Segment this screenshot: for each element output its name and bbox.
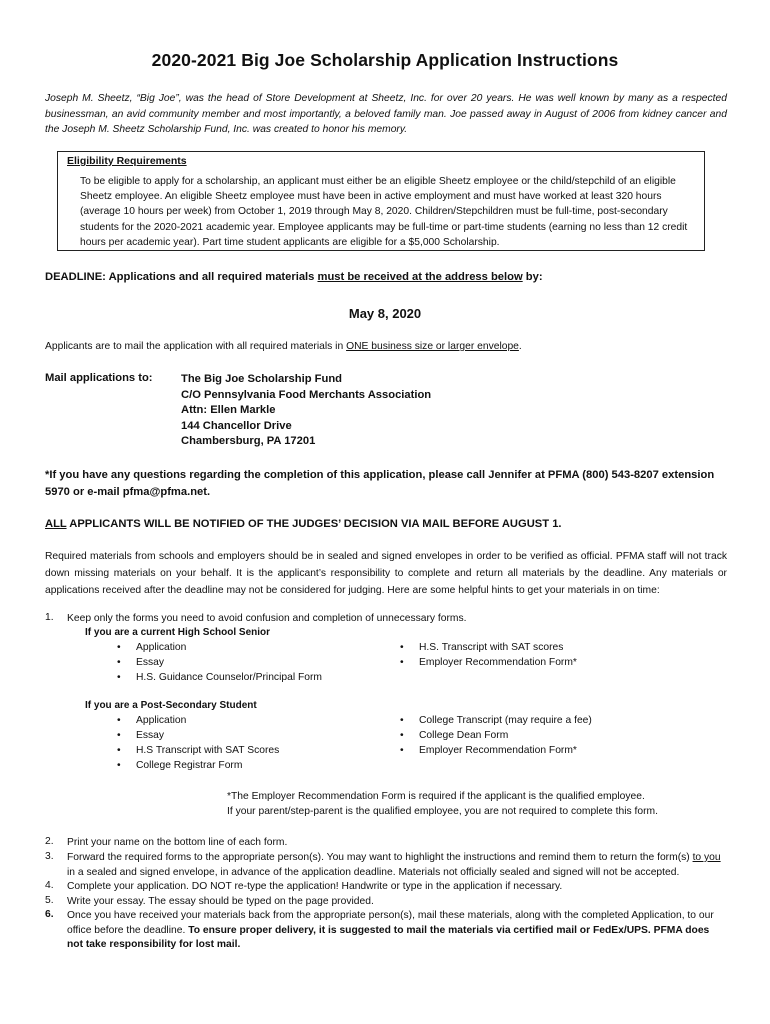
address-line: Attn: Ellen Markle bbox=[181, 404, 276, 417]
deadline-suffix: by: bbox=[522, 271, 543, 283]
step-text: Write your essay. The essay should be typed on the page provided. bbox=[67, 896, 374, 907]
bullet-icon: • bbox=[400, 730, 404, 741]
step-number: 2. bbox=[45, 836, 54, 847]
bullet-icon: • bbox=[400, 745, 404, 756]
step-text: Once you have received your materials back from the appropriate person(s), mail these materials, along with the completed Application, to our office before the deadline. To ensure proper delivery, it is suggested to mail the materials via certified mail or FedEx/UPS. PFMA does not take responsibility for lost mail. bbox=[67, 910, 714, 951]
deadline-prefix: DEADLINE: Applications and all required materials bbox=[45, 271, 318, 283]
bullet-icon: • bbox=[117, 715, 121, 726]
post-secondary-heading: If you are a Post-Secondary Student bbox=[85, 700, 257, 711]
required-materials-paragraph: Required materials from schools and employers should be in sealed and signed envelopes in order to be verified as official. PFMA staff will not track down missing materials on your behalf. It is the applicant’s responsibility to complete and return all materials by the deadline. Any materials or applications received after the deadline may not be considered for judging. Here are some helpful hints to get your materials in on time: bbox=[45, 551, 727, 596]
list-item: • H.S Transcript with SAT Scores bbox=[117, 745, 280, 756]
bullet-icon: • bbox=[117, 672, 121, 683]
step-text: Complete your application. DO NOT re-type the application! Handwrite or type in the application if necessary. bbox=[67, 881, 563, 892]
eligibility-box bbox=[57, 151, 705, 251]
mail-note-underlined: ONE business size or larger envelope bbox=[346, 341, 519, 352]
list-item: • College Dean Form bbox=[400, 730, 509, 741]
bullet-icon: • bbox=[117, 730, 121, 741]
bullet-icon: • bbox=[117, 760, 121, 771]
list-item: • Application bbox=[117, 715, 187, 726]
eligibility-text: To be eligible to apply for a scholarship, an applicant must either be an eligible Sheetz employee or the child/stepchild of an eligible Sheetz employee. An eligible Sheetz employee must have been in active employment and must have worked at least 320 hours (average 10 hours per week) from October 1, 2019 through May 8, 2020. Children/Stepchildren must be full-time, post-secondary students for the 2020-2021 academic year. Employee applicants may be full-time or part-time students (earning no less than 12 credit hours per academic year). Part time student applicants are eligible for a $5,000 Scholarship. bbox=[80, 176, 688, 248]
mail-note-suffix: . bbox=[518, 341, 522, 352]
bullet-icon: • bbox=[117, 642, 121, 653]
employer-form-note: *The Employer Recommendation Form is required if the applicant is the qualified employee. bbox=[227, 791, 645, 802]
address-line: 144 Chancellor Drive bbox=[181, 419, 292, 432]
list-item: • H.S. Guidance Counselor/Principal Form bbox=[117, 672, 322, 683]
bullet-icon: • bbox=[400, 657, 404, 668]
deadline-line bbox=[45, 271, 543, 283]
step-text: Forward the required forms to the appropriate person(s). You may want to highlight the instructions and remind them to return the form(s) to you in a sealed and signed envelope, in advance of the application deadline. Materials not officially sealed and signed will not be accepted. bbox=[67, 852, 721, 878]
list-item: • College Registrar Form bbox=[117, 760, 243, 771]
step-number: 3. bbox=[45, 851, 54, 862]
page-title: 2020-2021 Big Joe Scholarship Application Instructions bbox=[151, 50, 619, 70]
step-number: 1. bbox=[45, 612, 54, 623]
bullet-icon: • bbox=[117, 745, 121, 756]
hs-senior-heading: If you are a current High School Senior bbox=[85, 627, 271, 638]
mail-label: Mail applications to: bbox=[45, 372, 153, 384]
bullet-icon: • bbox=[117, 657, 121, 668]
list-item: • Essay bbox=[117, 730, 165, 741]
step-number: 5. bbox=[45, 895, 54, 906]
address-line: The Big Joe Scholarship Fund bbox=[181, 373, 342, 385]
step-text: Print your name on the bottom line of each form. bbox=[67, 837, 288, 848]
eligibility-heading: Eligibility Requirements bbox=[67, 155, 187, 167]
mail-note-prefix: Applicants are to mail the application with all required materials in bbox=[45, 341, 347, 352]
address-line: C/O Pennsylvania Food Merchants Association bbox=[181, 388, 432, 401]
list-item: • Essay bbox=[117, 657, 165, 668]
mail-note bbox=[45, 341, 522, 352]
employer-form-note: If your parent/step-parent is the qualified employee, you are not required to complete this form. bbox=[227, 806, 658, 817]
step-number: 6. bbox=[45, 909, 54, 920]
list-item: • Employer Recommendation Form* bbox=[400, 745, 577, 756]
notification-notice bbox=[45, 518, 562, 530]
mailing-address bbox=[181, 372, 431, 450]
step-text: Keep only the forms you need to avoid confusion and completion of unnecessary forms. bbox=[67, 613, 467, 624]
list-item: • Employer Recommendation Form* bbox=[400, 657, 577, 668]
contact-question: *If you have any questions regarding the completion of this application, please call Jennifer at PFMA (800) 543-8207 extension 5970 or e-mail pfma@pfma.net. bbox=[45, 469, 715, 498]
deadline-date: May 8, 2020 bbox=[348, 306, 422, 321]
bullet-icon: • bbox=[400, 715, 404, 726]
list-item: • H.S. Transcript with SAT scores bbox=[400, 642, 564, 653]
step-number: 4. bbox=[45, 880, 54, 891]
notify-underlined: ALL bbox=[45, 518, 67, 530]
deadline-underlined: must be received at the address below bbox=[317, 271, 523, 283]
notify-rest: APPLICANTS WILL BE NOTIFIED OF THE JUDGES’ DECISION VIA MAIL BEFORE AUGUST 1. bbox=[66, 518, 562, 530]
list-item: • Application bbox=[117, 642, 187, 653]
list-item: • College Transcript (may require a fee) bbox=[400, 715, 592, 726]
address-line: Chambersburg, PA 17201 bbox=[181, 435, 316, 448]
intro-paragraph: Joseph M. Sheetz, “Big Joe”, was the head of Store Development at Sheetz, Inc. for over 20 years. He was well known by many as a respected businessman, an avid community member and most importantly, a beloved family man. Joe passed away in August of 2006 from kidney cancer and the Joseph M. Sheetz Scholarship Fund, Inc. was created to honor his memory. bbox=[45, 93, 727, 135]
bullet-icon: • bbox=[400, 642, 404, 653]
